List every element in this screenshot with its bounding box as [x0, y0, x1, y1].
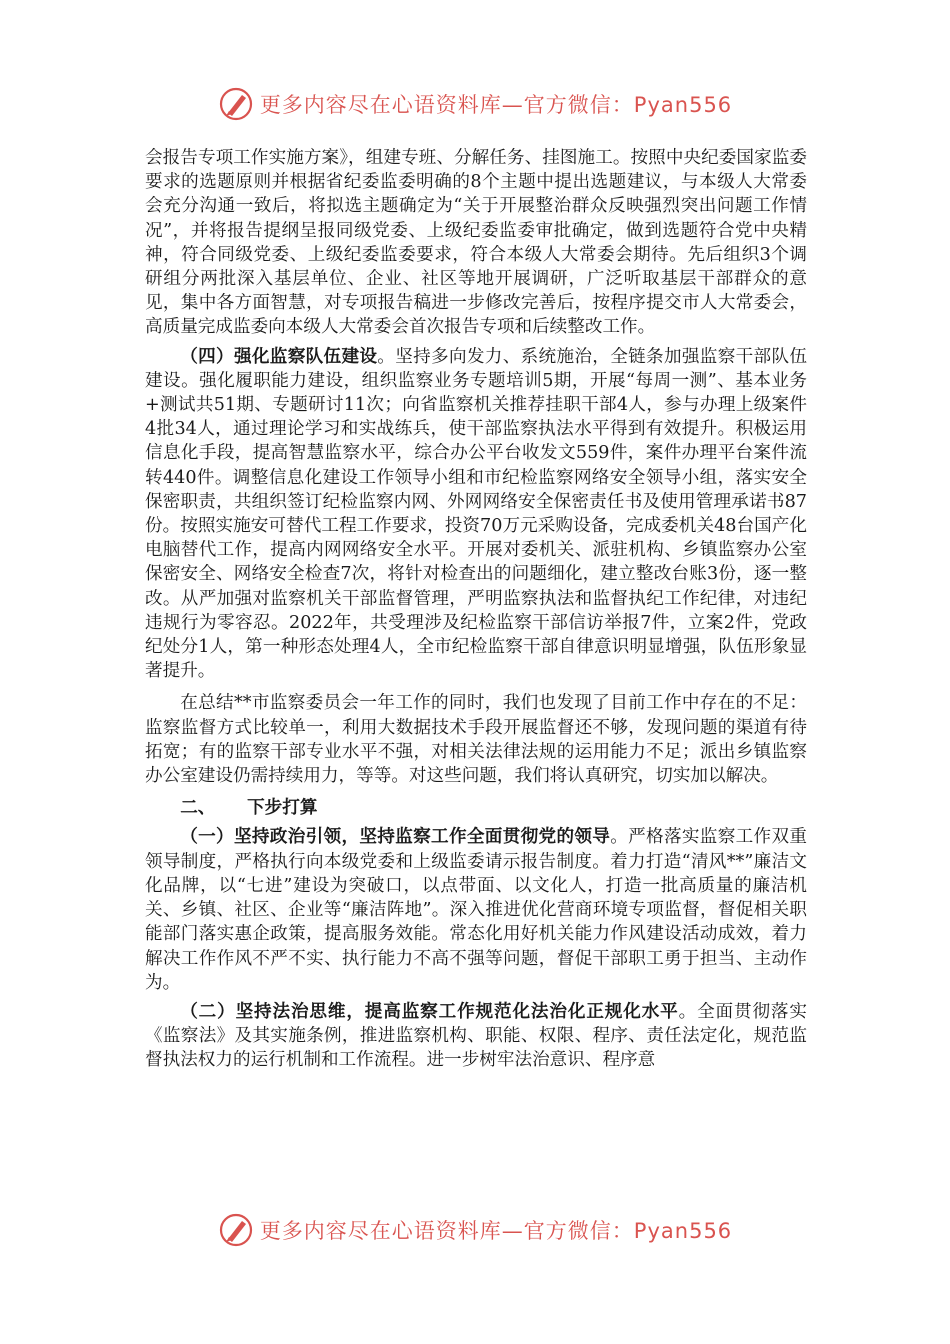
footer-banner-text: 更多内容尽在心语资料库—官方微信：Pyan556	[259, 1219, 733, 1243]
paragraph-body: 。全面贯彻落实《监察法》及其实施条例，推进监察机构、职能、权限、程序、责任法定化，规范监督执法权力的运行机制和工作流程。进一步树牢法治意识、程序意	[145, 1001, 807, 1071]
paragraph: 在总结**市监察委员会一年工作的同时，我们也发现了目前工作中存在的不足：监察监督方式比较单一，利用大数据技术手段开展监督还不够，发现问题的渠道有待拓宽；有的监察干部专业水平不强，对相关法律法规的运用能力不足；派出乡镇监察办公室建设仍需持续用力，等等。对这些问题，我们将认真研究，切实加以解决。	[145, 693, 807, 787]
section-title: （四）强化监察队伍建设	[180, 345, 378, 367]
paragraph	[145, 825, 807, 994]
header-banner-text: 更多内容尽在心语资料库—官方微信：Pyan556	[259, 93, 733, 117]
section-heading-number: 二、	[180, 797, 216, 819]
pen-nib-logo-icon	[218, 1212, 254, 1248]
section-heading-text: 下步打算	[247, 797, 318, 819]
section-heading	[145, 796, 807, 820]
paragraph: 会报告专项工作实施方案》，组建专班、分解任务、挂图施工。按照中央纪委国家监委要求的选题原则并根据省纪委监委明确的8个主题中提出选题建议，与本级人大常委会充分沟通一致后，将拟选主题确定为“关于开展整治群众反映强烈突出问题工作情况”，并将报告提纲呈报同级党委、上级纪委监委审批确定，做到选题符合党中央精神，符合同级党委、上级纪委监委要求，符合本级人大常委会期待。先后组织3个调研组分两批深入基层单位、企业、社区等地开展调研，广泛听取基层干部群众的意见，集中各方面智慧，对专项报告稿进一步修改完善后，按程序提交市人大常委会，高质量完成监委向本级人大常委会首次报告专项和后续整改工作。	[145, 148, 807, 338]
paragraph-body: 。严格落实监察工作双重领导制度，严格执行向本级党委和上级监委请示报告制度。着力打造“清风**”廉洁文化品牌，以“七进”建设为突破口，以点带面、以文化人，打造一批高质量的廉洁机关、乡镇、社区、企业等“廉洁阵地”。深入推进优化营商环境专项监督，督促相关职能部门落实惠企政策，提高服务效能。常态化用好机关能力作风建设活动成效，着力解决工作作风不严不实、执行能力不高不强等问题，督促干部职工勇于担当、主动作为。	[145, 827, 807, 993]
header-banner	[0, 82, 950, 126]
document-body	[145, 146, 807, 1073]
paragraph-body: 。坚持多向发力、系统施治，全链条加强监察干部队伍建设。强化履职能力建设，组织监察业务专题培训5期，开展“每周一测”、基本业务+测试共51期、专题研讨11次；向省监察机关推荐挂职干部4人，参与办理上级案件4批34人，通过理论学习和实战练兵，使干部监察执法水平得到有效提升。积极运用信息化手段，提高智慧监察水平，综合办公平台收发文559件，案件办理平台案件流转440件。调整信息化建设工作领导小组和市纪检监察网络安全领导小组，落实安全保密职责，共组织签订纪检监察内网、外网网络安全保密责任书及使用管理承诺书87份。按照实施安可替代工程工作要求，投资70万元采购设备，完成委机关48台国产化电脑替代工作，提高内网网络安全水平。开展对委机关、派驻机构、乡镇监察办公室保密安全、网络安全检查7次，将针对检查出的问题细化，建立整改台账3份，逐一整改。从严加强对监察机关干部监督管理，严明监察执法和监督执纪工作纪律，对违纪违规行为零容忍。2022年，共受理涉及纪检监察干部信访举报7件，立案2件，党政纪处分1人，第一种形态处理4人，全市纪检监察干部自律意识明显增强，队伍形象显著提升。	[145, 346, 807, 682]
paragraph	[145, 1000, 807, 1073]
section-title: （一）坚持政治引领，坚持监察工作全面贯彻党的领导	[180, 826, 611, 848]
footer-banner	[0, 1208, 950, 1252]
section-title: （二）坚持法治思维，提高监察工作规范化法治化正规化水平	[180, 1000, 679, 1022]
pen-nib-logo-icon	[218, 86, 254, 122]
paragraph	[145, 345, 807, 684]
